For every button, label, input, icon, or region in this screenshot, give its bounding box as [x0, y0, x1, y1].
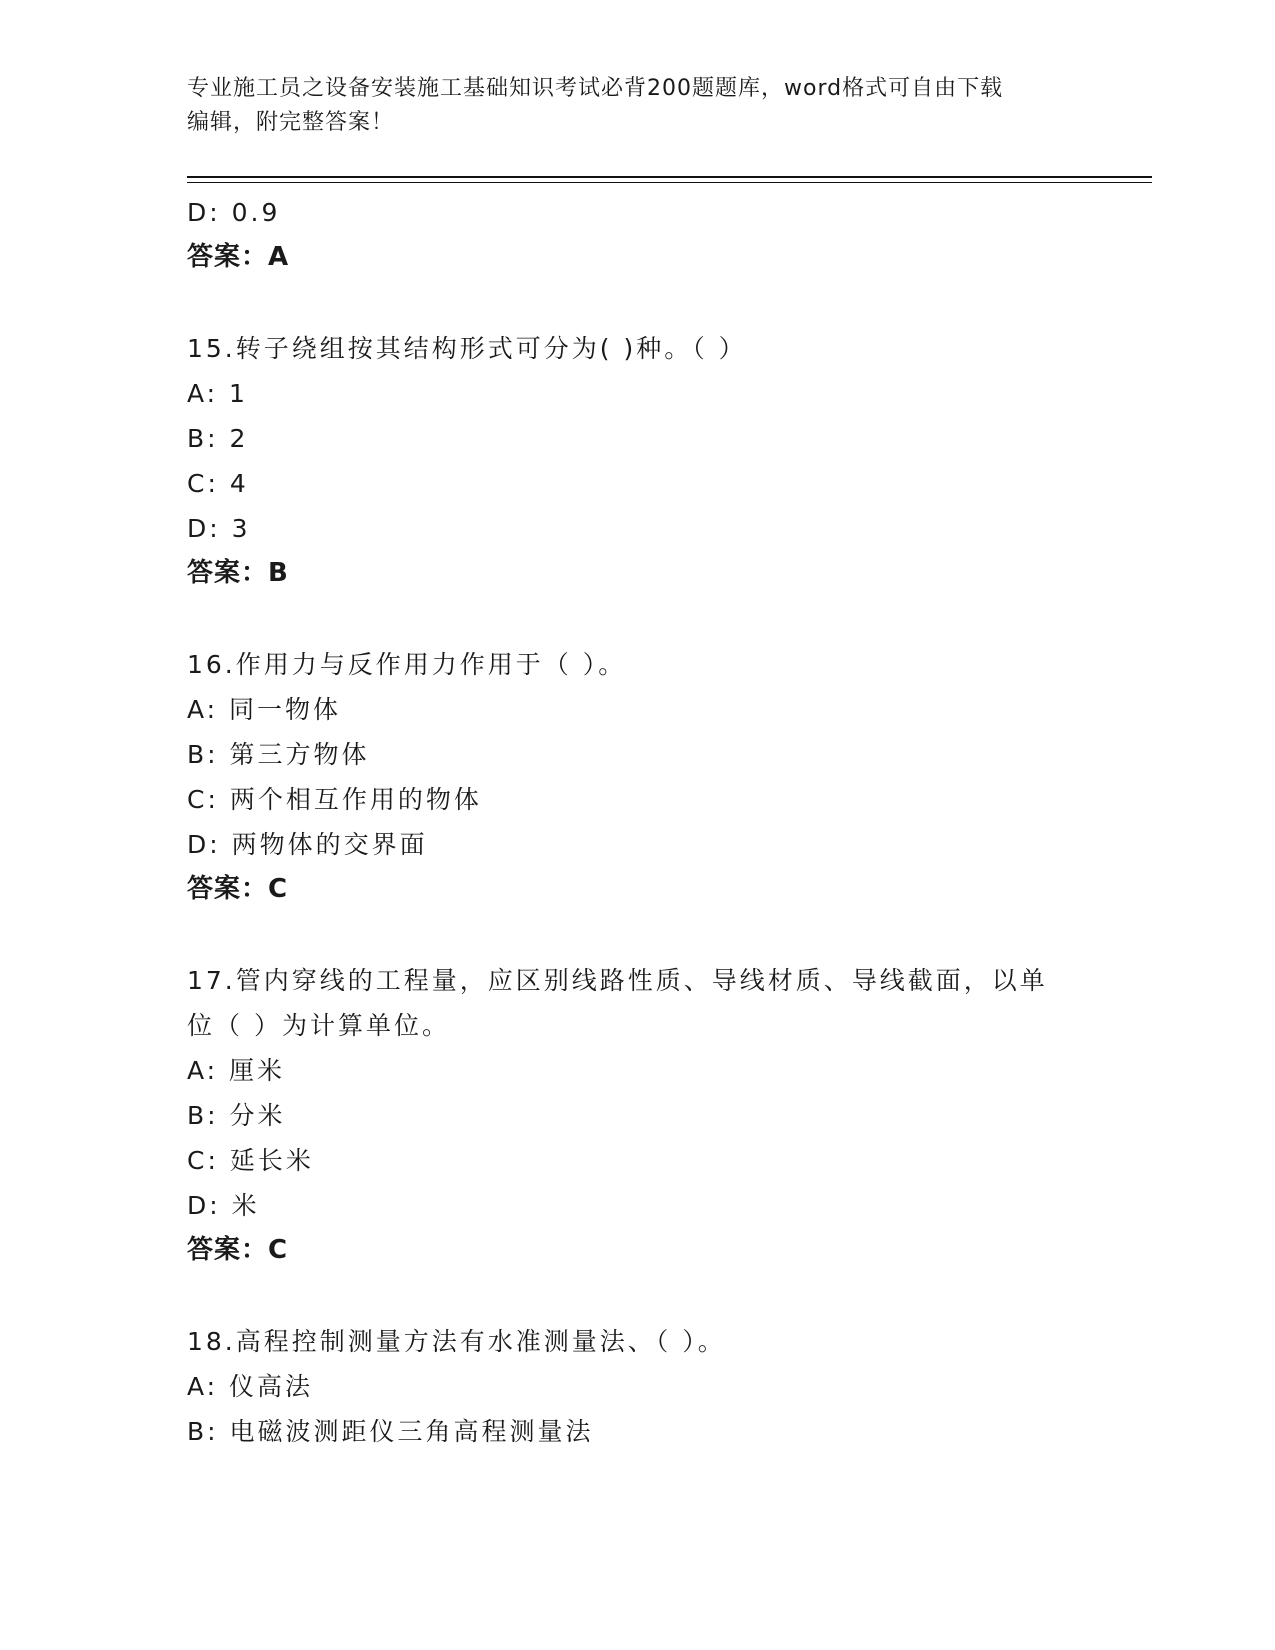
option-c: C: 延长米: [187, 1146, 314, 1175]
option-a: A: 仪高法: [187, 1372, 314, 1401]
option-c: C: 4: [187, 469, 249, 498]
header-rule-thick: [187, 176, 1152, 178]
answer: 答案：C: [187, 874, 289, 904]
option-d: D: 3: [187, 514, 251, 543]
option-a: A: 同一物体: [187, 695, 342, 724]
question-15: [187, 326, 1152, 596]
option-d: D: 米: [187, 1191, 260, 1220]
header-rule-thin: [187, 182, 1152, 183]
question-18: [187, 1319, 1152, 1454]
header-line-1: 专业施工员之设备安装施工基础知识考试必背200题题库，word格式可自由下载: [187, 76, 1004, 101]
question-text: 16.作用力与反作用力作用于（ ）。: [187, 650, 627, 679]
header-line-2: 编辑，附完整答案！: [187, 110, 395, 135]
option-d: D: 两物体的交界面: [187, 830, 428, 859]
option-b: B: 第三方物体: [187, 740, 370, 769]
page-header: [187, 72, 1087, 140]
question-text: 15.转子绕组按其结构形式可分为( )种。（ ）: [187, 334, 747, 363]
option-d: D: 0.9: [187, 198, 281, 227]
option-b: B: 2: [187, 424, 249, 453]
answer: 答案：B: [187, 558, 289, 588]
option-a: A: 厘米: [187, 1056, 286, 1085]
answer: 答案：C: [187, 1235, 289, 1265]
question-content: [187, 190, 1152, 1454]
option-a: A: 1: [187, 379, 248, 408]
question-text-continued: 位（ ）为计算单位。: [187, 1011, 450, 1040]
option-b: B: 电磁波测距仪三角高程测量法: [187, 1417, 594, 1446]
option-c: C: 两个相互作用的物体: [187, 785, 482, 814]
question-16: [187, 642, 1152, 912]
answer: 答案：A: [187, 242, 290, 272]
option-b: B: 分米: [187, 1101, 286, 1130]
question-17: [187, 958, 1152, 1273]
question-text: 18.高程控制测量方法有水准测量法、（ ）。: [187, 1327, 726, 1356]
question-text: 17.管内穿线的工程量，应区别线路性质、导线材质、导线截面，以单: [187, 966, 1048, 995]
